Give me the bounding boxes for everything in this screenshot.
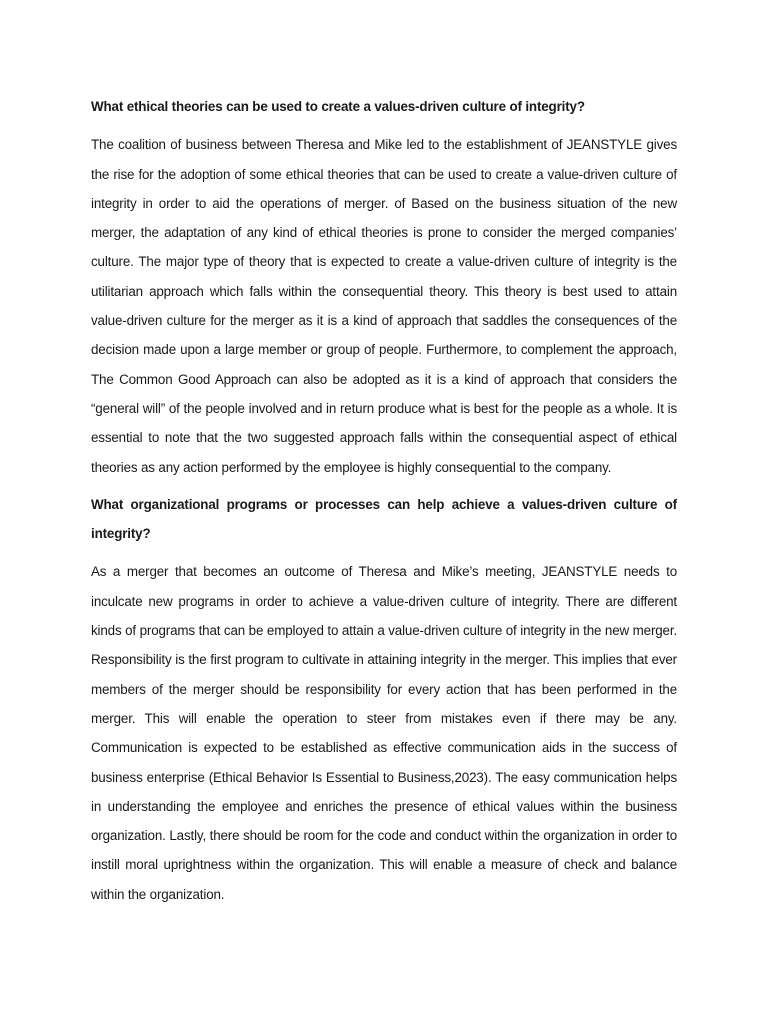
section-heading: What organizational programs or processes can help achieve a values-driven culture of integrity?	[91, 496, 677, 542]
section-paragraph: As a merger that becomes an outcome of Theresa and Mike’s meeting, JEANSTYLE needs to inculcate new programs in order to achieve a value-driven culture of integrity. There are different kinds of programs that can be employed to attain a value-driven culture of integrity in the new merger. Responsibility is the first program to cultivate in attaining integrity in the merger. This implies that ever members of the merger should be responsibility for every action that has been performed in the merger. This will enable the operation to steer from mistakes even if there may be any. Communication is expected to be established as effective communication aids in the success of business enterprise (Ethical Behavior Is Essential to Business,2023). The easy communication helps in understanding the employee and enriches the presence of ethical values within the business organization. Lastly, there should be room for the code and conduct within the organization in order to instill moral uprightness within the organization. This will enable a measure of check and balance within the organization.	[91, 564, 677, 902]
section-paragraph: The coalition of business between Theresa and Mike led to the establishment of JEANSTYLE gives the rise for the adoption of some ethical theories that can be used to create a value-driven culture of integrity in order to aid the operations of merger. of Based on the business situation of the new merger, the adaptation of any kind of ethical theories is prone to consider the merged companies’ culture. The major type of theory that is expected to create a value-driven culture of integrity is the utilitarian approach which falls within the consequential theory. This theory is best used to attain value-driven culture for the merger as it is a kind of approach that saddles the consequences of the decision made upon a large member or group of people. Furthermore, to complement the approach, The Common Good Approach can also be adopted as it is a kind of approach that considers the “general will” of the people involved and in return produce what is best for the people as a whole. It is essential to note that the two suggested approach falls within the consequential aspect of ethical theories as any action performed by the employee is highly consequential to the company.	[91, 137, 677, 475]
section-organizational-programs	[91, 490, 677, 909]
section-ethical-theories	[91, 92, 677, 482]
document-page	[91, 92, 677, 909]
section-heading: What ethical theories can be used to create a values-driven culture of integrity?	[91, 99, 585, 114]
